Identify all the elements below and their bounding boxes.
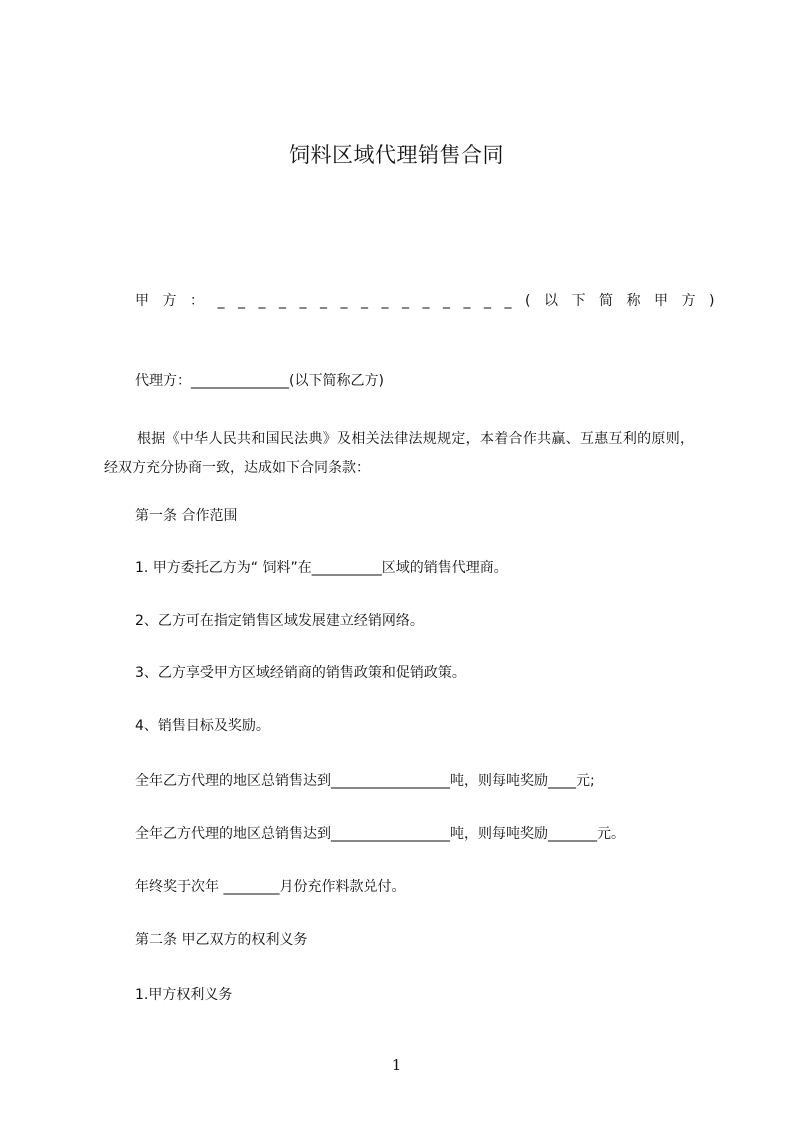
- sub-heading-party-a-rights: 1.甲方权利义务: [135, 987, 233, 1003]
- reward-line-1: 全年乙方代理的地区总销售达到_________________吨，则每吨奖励____元;: [135, 773, 595, 789]
- party-a-line: 甲方：_______________(以下简称甲方): [135, 293, 728, 309]
- reward-line-2: 全年乙方代理的地区总销售达到_________________吨，则每吨奖励_______元。: [135, 826, 625, 842]
- bonus-line: 年终奖于次年 ________月份充作料款兑付。: [135, 879, 406, 895]
- article-2-heading: 第二条 甲乙双方的权利义务: [135, 932, 308, 948]
- agent-line: 代理方：______________(以下简称乙方): [135, 373, 384, 389]
- clause-1: 1. 甲方委托乙方为“ 饲料”在__________区域的销售代理商。: [135, 560, 508, 576]
- article-1-heading: 第一条 合作范围: [135, 508, 238, 524]
- clause-2: 2、乙方可在指定销售区域发展建立经销网络。: [135, 613, 424, 629]
- page-number: 1: [391, 1056, 402, 1074]
- clause-3: 3、乙方享受甲方区域经销商的销售政策和促销政策。: [135, 665, 466, 681]
- preamble-paragraph: 根据《中华人民共和国民法典》及相关法律法规规定，本着合作共赢、互惠互利的原则，经双方充分协商一致，达成如下合同条款：: [104, 431, 694, 476]
- clause-4: 4、销售目标及奖励。: [135, 718, 270, 734]
- document-title: 饲料区域代理销售合同: [289, 143, 504, 167]
